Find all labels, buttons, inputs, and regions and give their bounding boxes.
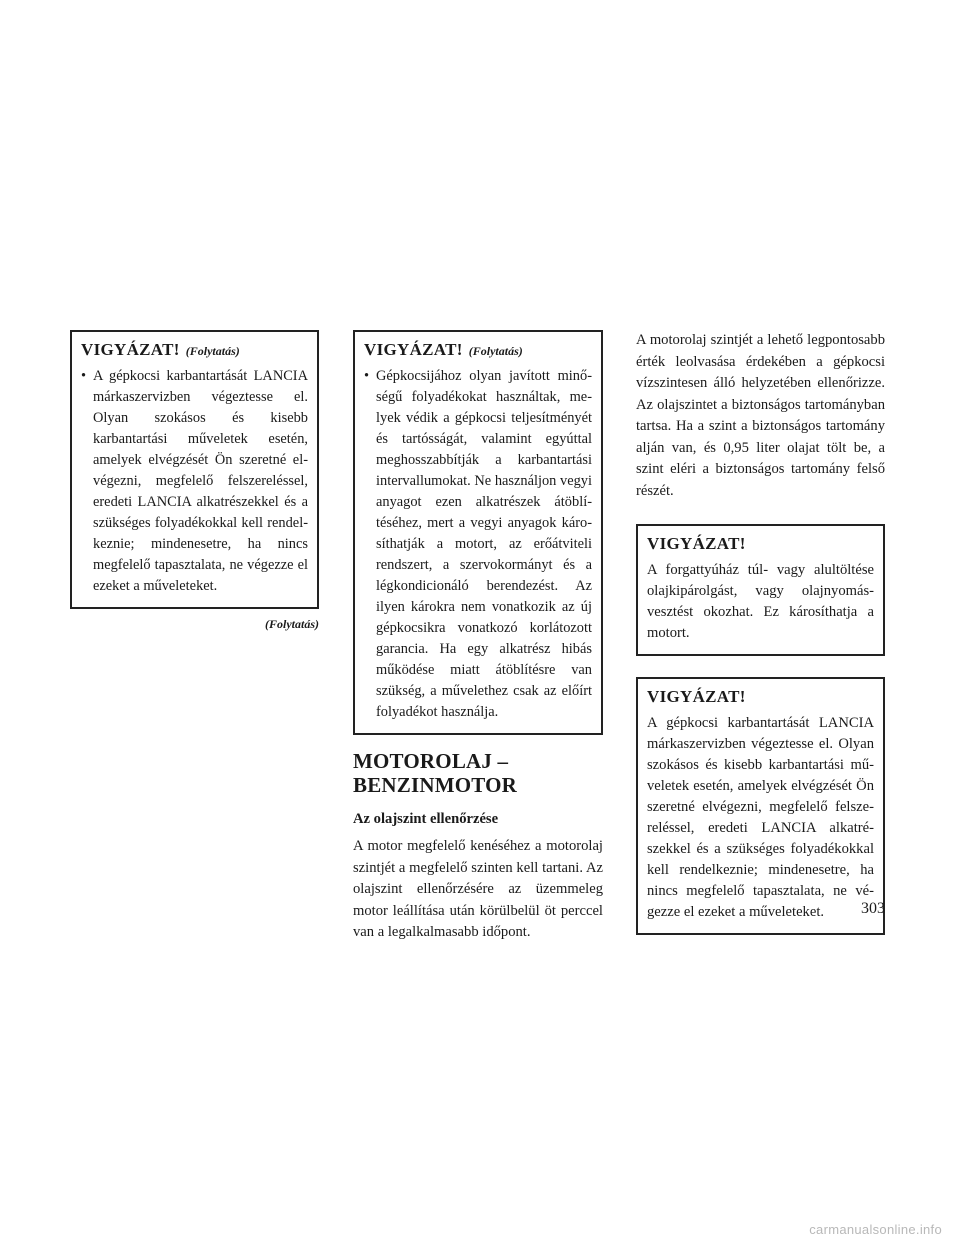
warning-text: A gépkocsi karbantartását LANCIA márkaszervizben végeztesse el. Olyan szokásos és kisebb karbantartási műveletek esetén, amelyek elvégzését Ön szeretné elvégezni, megfelelő felszereléssel, eredeti LANCIA alkatrészekkel és a szükséges folyadékokkal kell rendelkeznie; mindenesetre, ha nincs megfelelő tapasztalata, ne végezze el ezeket a műveleteket.: [647, 715, 874, 920]
column-left: [70, 330, 319, 632]
continued-label: (Folytatás): [468, 344, 523, 358]
column-right: [636, 330, 885, 935]
warning-box-maintenance: [636, 677, 885, 935]
bullet-item: [81, 366, 308, 597]
bullet-icon: •: [81, 368, 87, 384]
sub-heading: Az olajszint ellenőrzése: [353, 811, 499, 827]
bullet-text: A gépkocsi karbantartását LANCIA márkaszervizben végeztesse el. Olyan szokásos és kisebb karbantartási műveletek esetén, amelyek elvégzését Ön szeretné elvégezni, megfelelő felszereléssel, eredeti LANCIA alkatrészekkel és a szükséges folyadékokkal kell rendelkeznie; mindenesetre, ha nincs megfelelő tapasztalata, ne végezze el ezeket a műveleteket.: [93, 368, 308, 594]
warning-title: VIGYÁZAT!: [647, 687, 746, 706]
bullet-item: [364, 366, 592, 723]
bullet-text: Gépkocsijához olyan javított minőségű folyadékokat használtak, melyek védik a gépkocsi teljesítményét és tartósságát, valamint egyúttal meghosszabbítják a karbantartási intervallumokat. Ne használjon vegyi anyagot ezen alkatrészek átöblítéséhez, mert a vegyi anyagok károsíthatják a motort, az erőátviteli rendszert, a szervokormányt és a légkondicionáló berendezést. Az ilyen károkra nem vonatkozik az új gépkocsikra vonatkozó korlátozott garancia. Ha egy alkatrész hibás működése miatt átöblítésre van szükség, a művelethez csak az előírt folyadékot használja.: [376, 368, 592, 720]
body-paragraph: A motor megfelelő kenéséhez a motorolaj szintjét a megfelelő szinten kell tartani. Az olajszint ellenőrzésére az üzemmeleg motor leállítása után körülbelül öt perccel van a legalkalmasabb időpont.: [353, 838, 603, 940]
watermark: carmanualsonline.info: [809, 1222, 942, 1237]
warning-text: A forgattyúház túl- vagy alultöltése olajkipárolgást, vagy olajnyomásvesztést okozhat. Ez károsíthatja a motort.: [647, 562, 874, 641]
column-middle: [353, 330, 603, 944]
section-heading: MOTOROLAJ – BENZINMOTOR: [353, 749, 518, 797]
body-paragraph: A motorolaj szintjét a lehető legpontosabb érték leolvasása érdekében a gépkocsi vízszintesen álló helyzetében ellenőrizze. Az olajszintet a biztonságos tartományban tartsa. Ha a szint a biztonságos tartomány alján van, és 0,95 liter olajat tölt be, a szint eléri a biztonságos tartomány felső részét.: [636, 332, 885, 499]
warning-title-text: VIGYÁZAT!: [81, 340, 180, 359]
warning-title: [364, 340, 592, 360]
warning-title-text: VIGYÁZAT!: [364, 340, 463, 359]
warning-title: [81, 340, 308, 360]
warning-title: VIGYÁZAT!: [647, 534, 746, 553]
continued-footer: (Folytatás): [265, 617, 319, 631]
bullet-icon: •: [364, 368, 370, 384]
page-number: 303: [861, 900, 885, 917]
warning-box-continued: [70, 330, 319, 609]
continued-label: (Folytatás): [185, 344, 240, 358]
warning-box-continued: [353, 330, 603, 735]
warning-box-overfill: [636, 524, 885, 656]
